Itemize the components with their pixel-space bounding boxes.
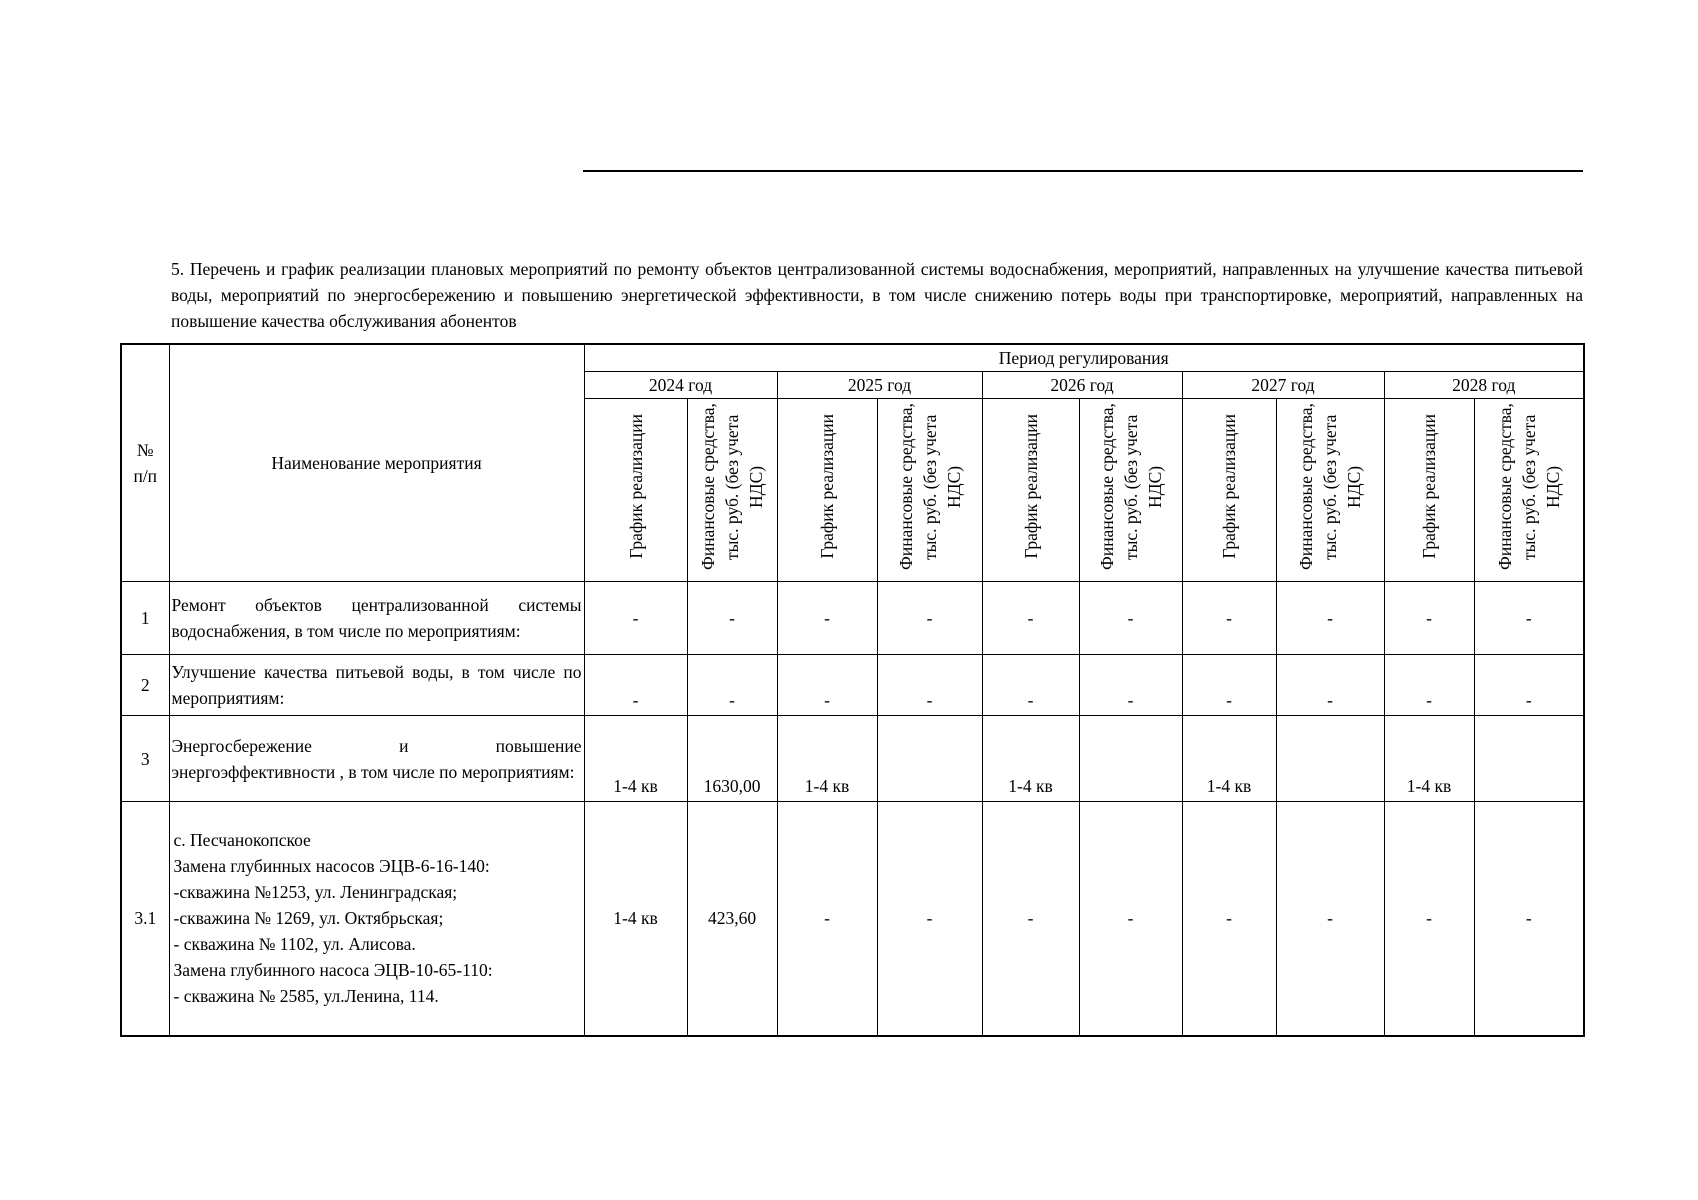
cell-value: - <box>1079 582 1182 655</box>
cell-value: - <box>1182 655 1276 716</box>
cell-value: - <box>877 582 982 655</box>
period-header: Период регулирования <box>584 344 1584 372</box>
cell-value: - <box>777 655 877 716</box>
row-name: Ремонт объектов централизованной системы водоснабжения, в том числе по мероприятиям: <box>169 582 584 655</box>
cell-value: - <box>1384 802 1474 1036</box>
cell-value: 1-4 кв <box>584 716 687 802</box>
finance-label: Финансовые средства, тыс. руб. (без учета НДС) <box>698 403 766 570</box>
cell-value <box>877 716 982 802</box>
cell-value: - <box>1079 802 1182 1036</box>
table-row <box>121 655 1584 716</box>
row-name: Энергосбережение и повышение энергоэффективности , в том числе по мероприятиям: <box>169 716 584 802</box>
cell-value: - <box>584 655 687 716</box>
finance-label: Финансовые средства, тыс. руб. (без учета НДС) <box>895 403 964 570</box>
cell-value: - <box>982 802 1079 1036</box>
cell-value: - <box>1079 655 1182 716</box>
cell-value: 1-4 кв <box>1384 716 1474 802</box>
row-name-line: -скважина № 1269, ул. Октябрьская; <box>173 908 444 929</box>
table-row <box>121 802 1584 1036</box>
cell-value <box>1474 716 1584 802</box>
subheader-schedule-2028 <box>1384 399 1474 582</box>
year-header-2028: 2028 год <box>1384 372 1584 399</box>
cell-value: 1-4 кв <box>1182 716 1276 802</box>
cell-value: - <box>877 655 982 716</box>
row-number: 3 <box>121 716 169 802</box>
cell-value: - <box>687 582 777 655</box>
subheader-finance-2026 <box>1079 399 1182 582</box>
row-name-line: Замена глубинных насосов ЭЦВ-6-16-140: <box>173 856 490 877</box>
subheader-finance-2024 <box>687 399 777 582</box>
schedule-label: График реализации <box>1020 414 1041 559</box>
row-name-line: - скважина № 1102, ул. Алисова. <box>173 934 416 955</box>
table-row <box>121 716 1584 802</box>
schedule-label: График реализации <box>625 414 646 559</box>
subheader-schedule-2024 <box>584 399 687 582</box>
col-header-name: Наименование мероприятия <box>169 344 584 582</box>
finance-label: Финансовые средства, тыс. руб. (без учета НДС) <box>1096 403 1165 570</box>
row-name <box>169 802 584 1036</box>
cell-value: - <box>584 582 687 655</box>
row-name: Улучшение качества питьевой воды, в том числе по мероприятиям: <box>169 655 584 716</box>
subheader-finance-2025 <box>877 399 982 582</box>
cell-value: 1-4 кв <box>584 802 687 1036</box>
finance-label: Финансовые средства, тыс. руб. (без учета НДС) <box>1494 403 1563 570</box>
section-heading: 5. Перечень и график реализации плановых мероприятий по ремонту объектов централизованной системы водоснабжения, мероприятий, направленных на улучшение качества питьевой воды, мероприятий по энергосбережению и повышению энергетической эффективности, в том числе снижению потерь воды при транспортировке, мероприятий, направленных на повышение качества обслуживания абонентов <box>171 259 1583 331</box>
cell-value: - <box>877 802 982 1036</box>
top-rule <box>583 170 1583 172</box>
row-name-line: Замена глубинного насоса ЭЦВ-10-65-110: <box>173 960 493 981</box>
cell-value: - <box>1276 655 1384 716</box>
cell-value: 1-4 кв <box>982 716 1079 802</box>
row-number: 2 <box>121 655 169 716</box>
subheader-finance-2027 <box>1276 399 1384 582</box>
row-name-line: - скважина № 2585, ул.Ленина, 114. <box>173 986 439 1007</box>
cell-value: - <box>1384 655 1474 716</box>
row-number: 3.1 <box>121 802 169 1036</box>
measures-table <box>120 343 1585 1037</box>
subheader-finance-2028 <box>1474 399 1584 582</box>
cell-value: 1-4 кв <box>777 716 877 802</box>
schedule-label: График реализации <box>1419 414 1439 559</box>
year-header-2024: 2024 год <box>584 372 777 399</box>
cell-value <box>1276 716 1384 802</box>
cell-value: - <box>777 802 877 1036</box>
subheader-schedule-2025 <box>777 399 877 582</box>
schedule-label: График реализации <box>817 414 837 559</box>
cell-value: - <box>1182 582 1276 655</box>
finance-label: Финансовые средства, тыс. руб. (без учета НДС) <box>1296 403 1364 570</box>
header-row-period <box>121 344 1584 372</box>
cell-value: - <box>1276 582 1384 655</box>
cell-value <box>1079 716 1182 802</box>
cell-value: - <box>1182 802 1276 1036</box>
cell-value: 1630,00 <box>687 716 777 802</box>
table-row <box>121 582 1584 655</box>
row-name-line: -скважина №1253, ул. Ленинградская; <box>173 882 458 903</box>
year-header-2027: 2027 год <box>1182 372 1384 399</box>
cell-value: - <box>1276 802 1384 1036</box>
col-num-label: № п/п <box>133 440 158 486</box>
cell-value: - <box>777 582 877 655</box>
cell-value: - <box>1474 655 1584 716</box>
row-number: 1 <box>121 582 169 655</box>
schedule-label: График реализации <box>1219 414 1239 559</box>
cell-value: - <box>982 655 1079 716</box>
year-header-2025: 2025 год <box>777 372 982 399</box>
cell-value: - <box>982 582 1079 655</box>
year-header-2026: 2026 год <box>982 372 1182 399</box>
subheader-schedule-2026 <box>982 399 1079 582</box>
col-header-num <box>121 344 169 582</box>
cell-value: - <box>1384 582 1474 655</box>
cell-value: 423,60 <box>687 802 777 1036</box>
cell-value: - <box>1474 802 1584 1036</box>
cell-value: - <box>1474 582 1584 655</box>
cell-value: - <box>687 655 777 716</box>
subheader-schedule-2027 <box>1182 399 1276 582</box>
row-name-line: с. Песчанокопское <box>173 830 311 851</box>
